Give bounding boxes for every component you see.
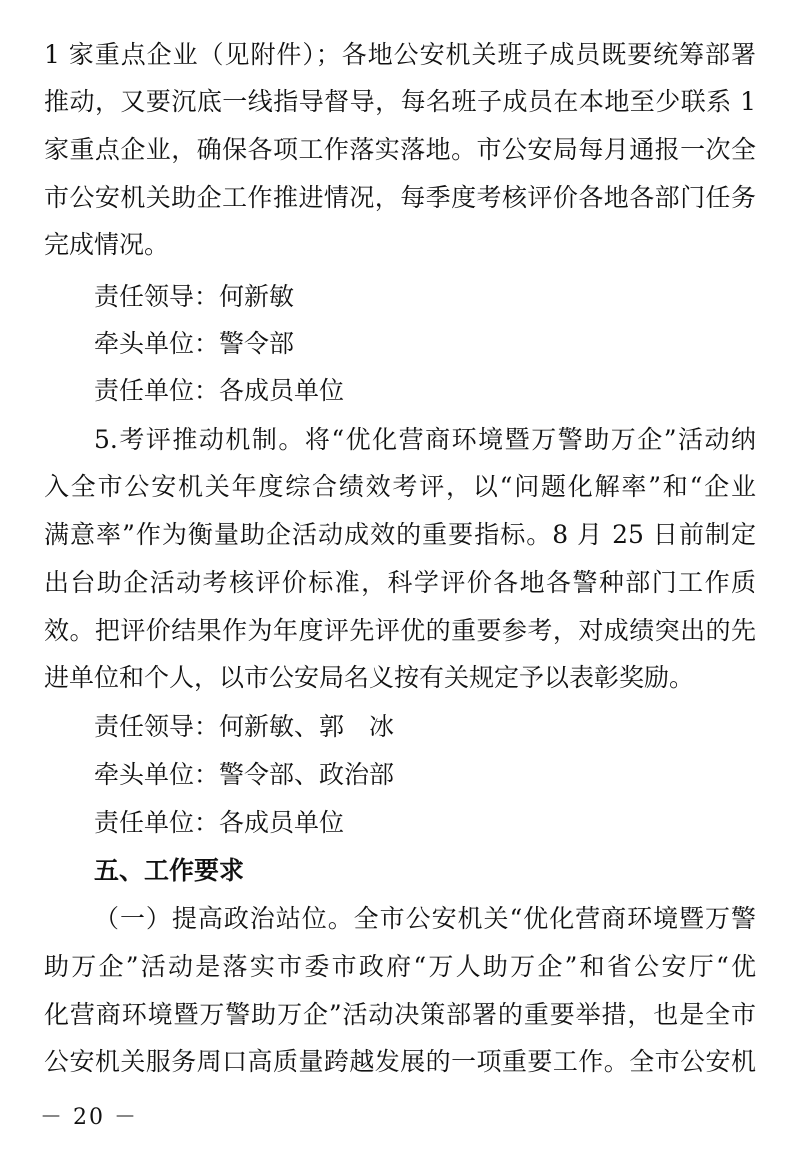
requirement-1-line-1: （一）提高政治站位。全市公安机关“优化营商环境暨万警 bbox=[94, 904, 756, 933]
lead-unit-1: 牵头单位：警令部 bbox=[94, 329, 295, 358]
responsible-unit-2: 责任单位：各成员单位 bbox=[94, 808, 345, 837]
responsible-leader-2: 责任领导：何新敏、郭 冰 bbox=[94, 712, 395, 741]
section-5-line-5: 效。把评价结果作为年度评先评优的重要参考，对成绩突出的先 bbox=[44, 616, 756, 645]
responsible-leader-1: 责任领导：何新敏 bbox=[94, 282, 295, 311]
body-line-2: 推动，又要沉底一线指导督导，每名班子成员在本地至少联系 1 bbox=[44, 87, 756, 116]
body-line-5: 完成情况。 bbox=[44, 230, 170, 259]
section-5-line-3: 满意率”作为衡量助企活动成效的重要指标。8 月 25 日前制定 bbox=[44, 520, 756, 549]
body-line-4: 市公安机关助企工作推进情况，每季度考核评价各地各部门任务 bbox=[44, 183, 756, 212]
requirement-1-line-3: 化营商环境暨万警助万企”活动决策部署的重要举措，也是全市 bbox=[44, 1000, 756, 1029]
lead-unit-2: 牵头单位：警令部、政治部 bbox=[94, 760, 395, 789]
section-5-line-6: 进单位和个人，以市公安局名义按有关规定予以表彰奖励。 bbox=[44, 663, 695, 692]
body-line-1: 1 家重点企业（见附件）；各地公安机关班子成员既要统筹部署 bbox=[44, 40, 756, 69]
requirement-1-line-2: 助万企”活动是落实市委市政府“万人助万企”和省公安厅“优 bbox=[44, 952, 756, 981]
requirement-1-line-4: 公安机关服务周口高质量跨越发展的一项重要工作。全市公安机 bbox=[44, 1047, 756, 1076]
page-number: － 20 － bbox=[40, 1105, 138, 1130]
section-5-line-1: 5.考评推动机制。将“优化营商环境暨万警助万企”活动纳 bbox=[94, 425, 756, 454]
section-5-line-4: 出台助企活动考核评价标准，科学评价各地各警种部门工作质 bbox=[44, 568, 756, 597]
section-heading-work-requirements: 五、工作要求 bbox=[94, 856, 245, 885]
section-5-line-2: 入全市公安机关年度综合绩效考评，以“问题化解率”和“企业 bbox=[44, 472, 756, 501]
responsible-unit-1: 责任单位：各成员单位 bbox=[94, 376, 345, 405]
body-line-3: 家重点企业，确保各项工作落实落地。市公安局每月通报一次全 bbox=[44, 135, 756, 164]
